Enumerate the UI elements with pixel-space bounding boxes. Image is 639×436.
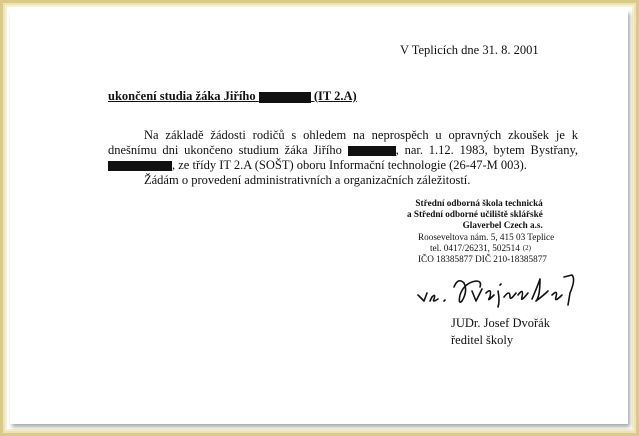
stamp-line-5: tel. 0417/26231, 502514 [430, 243, 520, 253]
stamp-line-3: Glaverbel Czech a.s. [462, 220, 543, 230]
body-line-2a: dnešnímu dni ukončeno studium žáka Jiřího [108, 143, 342, 157]
stamp-line-4: Rooseveltova nám. 5, 415 03 Teplice [418, 232, 555, 242]
document-page [10, 10, 628, 424]
signer-title: ředitel školy [451, 333, 514, 347]
subject-prefix: ukončení studia žáka Jiřího [108, 89, 256, 103]
redaction-address [108, 161, 172, 171]
body-line-2 [108, 143, 578, 158]
school-stamp [407, 198, 543, 231]
subject-suffix: (IT 2.A) [313, 89, 357, 103]
letter-body [108, 128, 578, 188]
body-line-3-text: , ze třídy IT 2.A (SOŠT) oboru Informační technologie (26-47-M 003). [172, 158, 527, 172]
redaction-surname-2 [348, 146, 396, 156]
handwritten-signature [414, 265, 589, 315]
body-line-2b: , nar. 1.12. 1983, bytem Bystřany, [395, 143, 579, 157]
signer-block [451, 315, 550, 349]
stamp-line-1: Střední odborná škola technická [415, 198, 543, 208]
signer-name: JUDr. Josef Dvořák [451, 316, 550, 330]
redaction-surname [259, 92, 311, 103]
stamp-address [418, 232, 554, 265]
body-line-4: Žádám o provedení administrativních a organizačních záležitostí. [144, 173, 471, 187]
body-line-3 [108, 158, 578, 173]
stamp-line-2: a Střední odborné učiliště sklářské [407, 209, 543, 219]
stamp-line-5-note: (2) [522, 244, 532, 252]
body-line-1: Na základě žádosti rodičů s ohledem na neprospěch u opravných zkoušek je k [144, 128, 578, 142]
stamp-line-5-wrap [418, 243, 554, 254]
stamp-line-6: IČO 18385877 DIČ 210-18385877 [418, 254, 547, 264]
letter-date: V Teplicích dne 31. 8. 2001 [400, 43, 539, 57]
letter-subject [108, 89, 357, 104]
